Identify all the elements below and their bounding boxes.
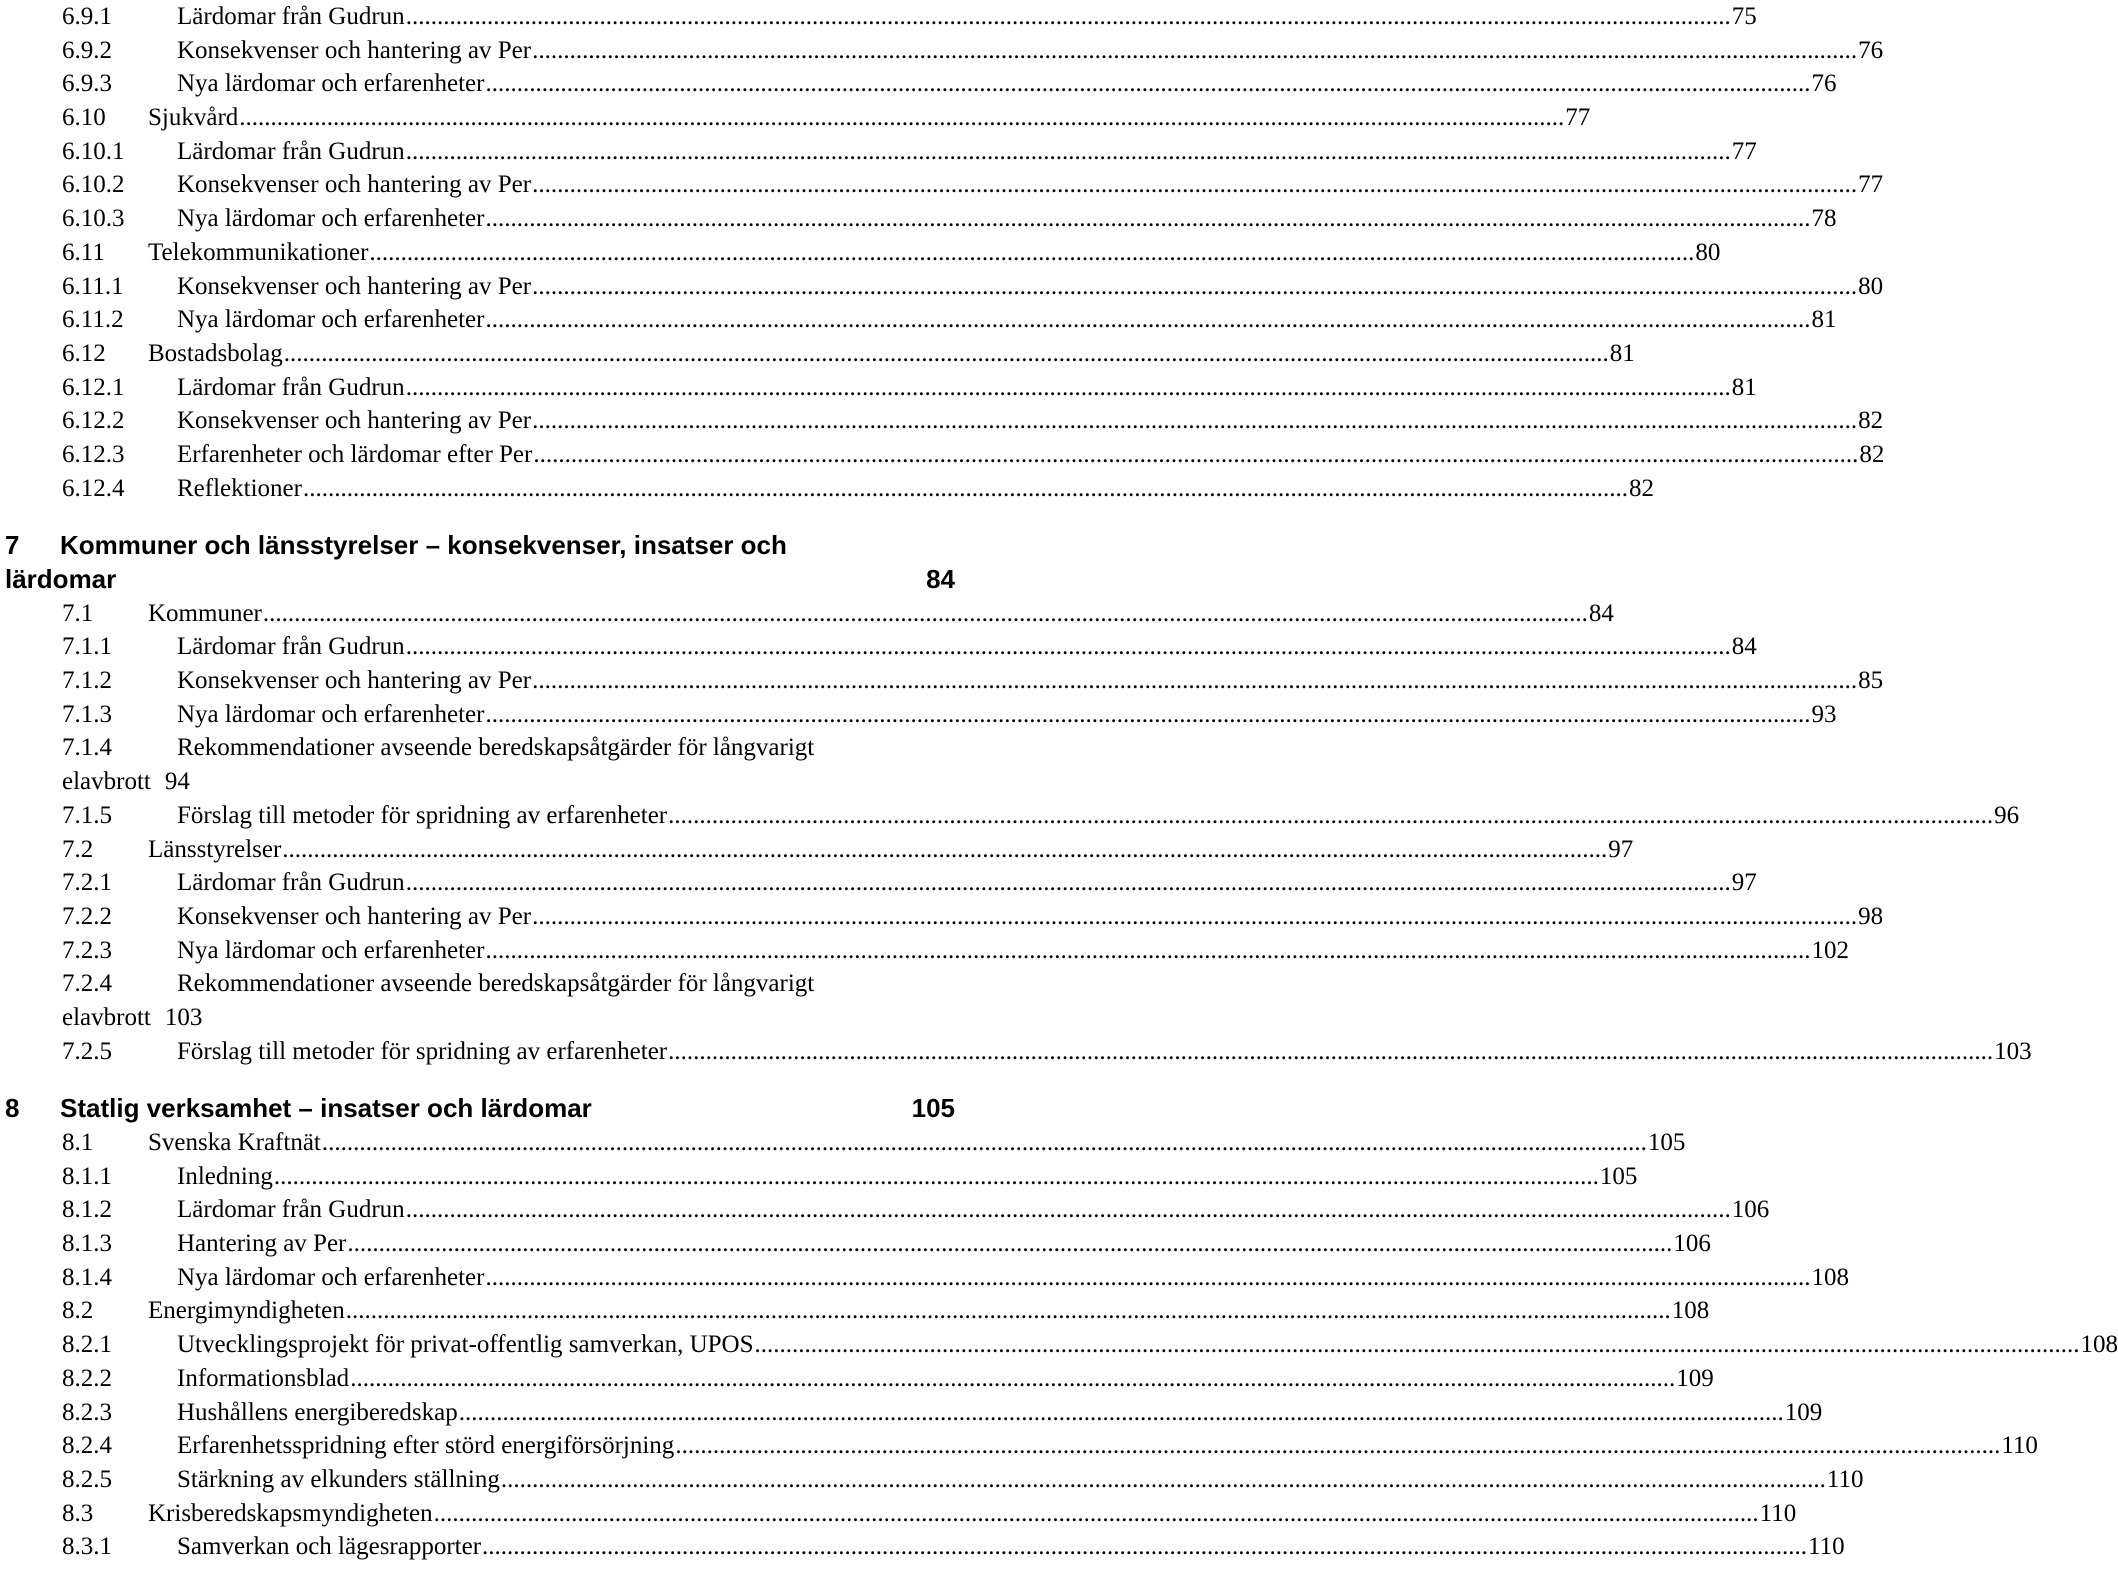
toc-entry[interactable]: [0, 101, 1591, 135]
entry-title: Förslag till metoder för spridning av erfarenheter: [177, 801, 668, 829]
entry-title: Nya lärdomar och erfarenheter: [177, 936, 485, 964]
entry-number: 7.2.5: [62, 1037, 112, 1065]
entry-page-number: 77: [1565, 104, 1591, 132]
entry-number: 8.2: [62, 1297, 94, 1325]
entry-page-number: 109: [1784, 1398, 1823, 1426]
entry-page-number: 102: [1811, 936, 1849, 964]
dot-leader: ....................................................................................................................................................................................................................: [485, 1263, 1811, 1291]
entry-line: [177, 698, 1837, 732]
entry-number: 8.2.3: [62, 1398, 112, 1426]
entry-title: Rekommendationer avseende beredskapsåtgärder för långvarigt: [177, 970, 815, 998]
dot-leader: ....................................................................................................................................................................................................................: [405, 869, 1731, 897]
chapter-number: 7: [5, 530, 20, 561]
dot-leader: ....................................................................................................................................................................................................................: [350, 1364, 1676, 1392]
entry-title: Energimyndigheten: [148, 1297, 345, 1325]
entry-title: Lärdomar från Gudrun: [177, 373, 405, 401]
entry-title: Nya lärdomar och erfarenheter: [177, 700, 485, 728]
entry-title: Konsekvenser och hantering av Per: [177, 272, 532, 300]
entry-page-number: 98: [1858, 902, 1884, 930]
dot-leader: ....................................................................................................................................................................................................................: [500, 1465, 1826, 1493]
entry-number: 6.11: [62, 238, 105, 266]
entry-number: 7.1.2: [62, 667, 112, 695]
entry-number: 7.1: [62, 599, 94, 627]
entry-title: Stärkning av elkunders ställning: [177, 1465, 500, 1493]
toc-entry[interactable]: [0, 1035, 2032, 1069]
dot-leader: ....................................................................................................................................................................................................................: [668, 1037, 1994, 1065]
entry-title: Erfarenheter och lärdomar efter Per: [177, 440, 533, 468]
entry-title: Kommuner: [148, 599, 262, 627]
toc-group-chapter-8: [0, 1126, 2118, 1564]
entry-page-number: 108: [2080, 1331, 2118, 1359]
dot-leader: ....................................................................................................................................................................................................................: [239, 104, 1565, 132]
toc-entry[interactable]: [0, 934, 1849, 968]
dot-leader: ....................................................................................................................................................................................................................: [485, 306, 1811, 334]
entry-page-number: 75: [1731, 3, 1757, 30]
entry-page-number: 81: [1811, 306, 1837, 334]
toc-entry[interactable]: [0, 1530, 1845, 1564]
toc-entry[interactable]: [0, 1463, 1864, 1497]
dot-leader: ....................................................................................................................................................................................................................: [668, 801, 1994, 829]
entry-number: 8.1.3: [62, 1230, 112, 1258]
dot-leader: ....................................................................................................................................................................................................................: [262, 599, 1588, 627]
entry-title: Inledning: [177, 1162, 273, 1190]
entry-line: [177, 1261, 1849, 1295]
entry-line: [177, 1396, 1823, 1430]
entry-page-number: 106: [1731, 1196, 1770, 1224]
chapter-title: Kommuner och länsstyrelser – konsekvenser, insatser och: [60, 530, 787, 561]
toc-entry[interactable]: [0, 67, 1837, 101]
dot-leader: ....................................................................................................................................................................................................................: [405, 373, 1731, 401]
entry-number: 7.2.4: [62, 970, 112, 998]
entry-page-number: 105: [1599, 1162, 1638, 1190]
toc-entry[interactable]: [0, 664, 1884, 698]
toc-entry[interactable]: [0, 303, 1837, 337]
dot-leader: ....................................................................................................................................................................................................................: [282, 835, 1608, 863]
dot-leader: ....................................................................................................................................................................................................................: [675, 1432, 2001, 1460]
entry-title: Lärdomar från Gudrun: [177, 3, 405, 30]
entry-page-number: 84: [1731, 633, 1757, 661]
toc-entry[interactable]: [0, 34, 1884, 68]
toc-entry[interactable]: [0, 698, 1837, 732]
entry-number: 7.1.4: [62, 734, 112, 762]
entry-page-number: 84: [1588, 599, 1614, 627]
entry-line: [177, 371, 1757, 405]
dot-leader: ....................................................................................................................................................................................................................: [532, 171, 1858, 199]
toc-entry[interactable]: [0, 630, 1757, 664]
toc-entry[interactable]: [0, 1126, 1686, 1160]
entry-page-number: 77: [1858, 171, 1884, 199]
entry-line: [177, 67, 1837, 101]
entry-title: Nya lärdomar och erfarenheter: [177, 306, 485, 334]
dot-leader: ....................................................................................................................................................................................................................: [533, 440, 1859, 468]
entry-line: [177, 934, 1849, 968]
dot-leader: ....................................................................................................................................................................................................................: [405, 137, 1731, 165]
dot-leader: ....................................................................................................................................................................................................................: [532, 407, 1858, 435]
entry-number: 6.11.1: [62, 272, 124, 300]
toc-entry[interactable]: [0, 1227, 1711, 1261]
entry-number: 6.9.2: [62, 36, 112, 64]
entry-title: Konsekvenser och hantering av Per: [177, 902, 532, 930]
entry-line: [148, 1294, 1710, 1328]
entry-page-number: 108: [1671, 1297, 1710, 1325]
entry-title: Konsekvenser och hantering av Per: [177, 36, 532, 64]
dot-leader: ....................................................................................................................................................................................................................: [485, 936, 1811, 964]
dot-leader: ....................................................................................................................................................................................................................: [405, 633, 1731, 661]
entry-title: Hantering av Per: [177, 1230, 347, 1258]
entry-number: 8.3: [62, 1499, 94, 1527]
entry-number: 6.12: [62, 339, 106, 367]
entry-page-number: 82: [1628, 474, 1654, 502]
entry-number: 8.1.4: [62, 1263, 112, 1291]
dot-leader: ....................................................................................................................................................................................................................: [273, 1162, 1599, 1190]
toc-entry[interactable]: [0, 472, 1654, 506]
entry-page-number: 110: [1808, 1533, 1845, 1561]
entry-line: [177, 34, 1884, 68]
entry-line: [177, 866, 1757, 900]
entry-number: 6.10: [62, 104, 106, 132]
entry-line: [148, 236, 1721, 270]
entry-number: 8.2.4: [62, 1432, 112, 1460]
entry-number: 6.10.3: [62, 205, 125, 233]
entry-page-number: 93: [1811, 700, 1837, 728]
entry-line: [177, 1193, 1770, 1227]
entry-number: 8.1.1: [62, 1162, 112, 1190]
dot-leader: ....................................................................................................................................................................................................................: [347, 1230, 1673, 1258]
toc-entry[interactable]: [0, 1362, 1714, 1396]
toc-entry[interactable]: [0, 202, 1837, 236]
dot-leader: ....................................................................................................................................................................................................................: [532, 902, 1858, 930]
toc-group-chapter-7: [0, 597, 2032, 1069]
entry-number: 8.2.5: [62, 1465, 112, 1493]
entry-line: [177, 1035, 2032, 1069]
dot-leader: ....................................................................................................................................................................................................................: [369, 238, 1695, 266]
entry-line: [148, 597, 1614, 631]
toc-entry[interactable]: [0, 1261, 1849, 1295]
entry-title: Krisberedskapsmyndigheten: [148, 1499, 433, 1527]
entry-page-number: 94: [164, 768, 190, 796]
entry-title: Nya lärdomar och erfarenheter: [177, 1263, 485, 1291]
entry-number: 8.2.2: [62, 1364, 112, 1392]
toc-entry[interactable]: [0, 833, 1634, 867]
entry-number: 6.12.2: [62, 407, 125, 435]
entry-title-continued: [62, 765, 190, 799]
entry-title: Konsekvenser och hantering av Per: [177, 171, 532, 199]
toc-entry[interactable]: [0, 1160, 1638, 1194]
toc-chapter-heading[interactable]: [0, 1092, 960, 1126]
entry-number: 6.12.3: [62, 440, 125, 468]
entry-page-number: 106: [1673, 1230, 1711, 1258]
toc-entry[interactable]: [0, 0, 1757, 34]
entry-line: [148, 1497, 1797, 1531]
entry-page-number: 110: [1826, 1465, 1864, 1493]
entry-page-number: 103: [164, 1003, 203, 1031]
entry-title: Rekommendationer avseende beredskapsåtgärder för långvarigt: [177, 734, 815, 762]
toc-entry[interactable]: [0, 1294, 1710, 1328]
entry-page-number: 78: [1811, 205, 1837, 233]
dot-leader: ....................................................................................................................................................................................................................: [482, 1533, 1808, 1561]
entry-number: 6.9.3: [62, 70, 112, 98]
dot-leader: ....................................................................................................................................................................................................................: [405, 3, 1731, 30]
toc-entry[interactable]: [0, 371, 1757, 405]
entry-title: Konsekvenser och hantering av Per: [177, 407, 532, 435]
entry-line: [177, 1463, 1864, 1497]
chapter-page-number: 105: [911, 1093, 955, 1124]
entry-title: Konsekvenser och hantering av Per: [177, 667, 532, 695]
dot-leader: ....................................................................................................................................................................................................................: [345, 1297, 1671, 1325]
entry-title: Lärdomar från Gudrun: [177, 633, 405, 661]
entry-number: 7.2.1: [62, 869, 112, 897]
chapter-number: 8: [5, 1093, 20, 1124]
entry-line: [148, 1126, 1686, 1160]
entry-line: [177, 438, 1885, 472]
entry-number: 6.12.1: [62, 373, 125, 401]
entry-line: [177, 630, 1757, 664]
entry-line: [177, 202, 1837, 236]
entry-line: [177, 270, 1884, 304]
dot-leader: ....................................................................................................................................................................................................................: [485, 70, 1811, 98]
entry-number: 8.2.1: [62, 1331, 112, 1359]
entry-title: Nya lärdomar och erfarenheter: [177, 70, 485, 98]
dot-leader: ....................................................................................................................................................................................................................: [532, 36, 1858, 64]
entry-page-number: 110: [2001, 1432, 2038, 1460]
entry-page-number: 76: [1858, 36, 1884, 64]
toc-entry[interactable]: [0, 1193, 1770, 1227]
entry-page-number: 81: [1731, 373, 1757, 401]
entry-line: [177, 472, 1654, 506]
toc-entry[interactable]: [0, 270, 1884, 304]
entry-number: 6.12.4: [62, 474, 125, 502]
entry-number: 8.3.1: [62, 1533, 112, 1561]
toc-entry[interactable]: [0, 900, 1884, 934]
toc-entry[interactable]: [0, 1497, 1797, 1531]
entry-page-number: 80: [1858, 272, 1884, 300]
toc-entry[interactable]: [0, 404, 1884, 438]
entry-line: [177, 1328, 2118, 1362]
entry-number: 7.1.1: [62, 633, 112, 661]
entry-line: [177, 0, 1757, 34]
entry-title: Erfarenhetsspridning efter störd energiförsörjning: [177, 1432, 675, 1460]
entry-title: Samverkan och lägesrapporter: [177, 1533, 482, 1561]
chapter-page-number: 84: [926, 564, 955, 594]
toc-entry[interactable]: [0, 135, 1757, 169]
entry-number: 8.1.2: [62, 1196, 112, 1224]
entry-number: 7.2.2: [62, 902, 112, 930]
entry-title: Informationsblad: [177, 1364, 350, 1392]
entry-page-number: 105: [1647, 1129, 1686, 1157]
toc-group-chapter-6: [0, 0, 1885, 505]
entry-title: Lärdomar från Gudrun: [177, 1196, 405, 1224]
toc-entry[interactable]: [0, 1328, 2118, 1362]
entry-number: 7.2: [62, 835, 94, 863]
toc-entry[interactable]: [0, 337, 1635, 371]
toc-entry[interactable]: [0, 799, 2020, 833]
entry-number: 6.10.2: [62, 171, 125, 199]
toc-chapter-heading[interactable]: [0, 529, 960, 596]
entry-line: [177, 1362, 1714, 1396]
entry-title: Lärdomar från Gudrun: [177, 869, 405, 897]
toc-entry[interactable]: [0, 866, 1757, 900]
chapter-title-continued: lärdomar: [5, 564, 117, 594]
entry-title: Länsstyrelser: [148, 835, 282, 863]
entry-line: [177, 404, 1884, 438]
entry-title: Bostadsbolag: [148, 339, 283, 367]
entry-page-number: 76: [1811, 70, 1837, 98]
entry-line: [148, 833, 1634, 867]
toc-entry[interactable]: [0, 1429, 2038, 1463]
entry-line: [177, 1429, 2038, 1463]
entry-page-number: 77: [1731, 137, 1757, 165]
dot-leader: ....................................................................................................................................................................................................................: [321, 1129, 1647, 1157]
entry-line: [177, 1160, 1638, 1194]
entry-number: 7.2.3: [62, 936, 112, 964]
entry-title: Nya lärdomar och erfarenheter: [177, 205, 485, 233]
entry-line: [177, 1227, 1711, 1261]
entry-title: Utvecklingsprojekt för privat-offentlig samverkan, UPOS: [177, 1331, 754, 1359]
entry-title-tail: elavbrott: [62, 768, 151, 796]
toc-entry[interactable]: [0, 1396, 1823, 1430]
dot-leader: ....................................................................................................................................................................................................................: [302, 474, 1628, 502]
entry-line: [177, 799, 2020, 833]
entry-line: [177, 900, 1884, 934]
entry-title-tail: elavbrott: [62, 1003, 151, 1031]
entry-title: Telekommunikationer: [148, 238, 369, 266]
entry-title: Svenska Kraftnät: [148, 1129, 321, 1157]
entry-page-number: 97: [1731, 869, 1757, 897]
dot-leader: ....................................................................................................................................................................................................................: [458, 1398, 1784, 1426]
entry-page-number: 103: [1994, 1037, 2032, 1065]
entry-title: Sjukvård: [148, 104, 239, 132]
entry-number: 6.10.1: [62, 137, 125, 165]
toc-entry[interactable]: [0, 731, 960, 798]
entry-title: Lärdomar från Gudrun: [177, 137, 405, 165]
dot-leader: ....................................................................................................................................................................................................................: [485, 205, 1811, 233]
dot-leader: ....................................................................................................................................................................................................................: [754, 1331, 2080, 1359]
dot-leader: ....................................................................................................................................................................................................................: [532, 272, 1858, 300]
toc-entry[interactable]: [0, 597, 1614, 631]
entry-page-number: 82: [1859, 440, 1885, 468]
entry-title: Hushållens energiberedskap: [177, 1398, 458, 1426]
entry-page-number: 80: [1695, 238, 1721, 266]
chapter-title: Statlig verksamhet – insatser och lärdomar: [60, 1093, 592, 1124]
entry-page-number: 108: [1811, 1263, 1849, 1291]
dot-leader: ....................................................................................................................................................................................................................: [405, 1196, 1731, 1224]
entry-number: 7.1.3: [62, 700, 112, 728]
dot-leader: ....................................................................................................................................................................................................................: [283, 339, 1609, 367]
dot-leader: ....................................................................................................................................................................................................................: [532, 667, 1858, 695]
entry-title: Reflektioner: [177, 474, 302, 502]
entry-page-number: 110: [1759, 1499, 1797, 1527]
entry-line: [177, 664, 1884, 698]
dot-leader: ....................................................................................................................................................................................................................: [485, 700, 1811, 728]
toc-entry[interactable]: [0, 967, 960, 1034]
entry-number: 6.9.1: [62, 3, 112, 30]
entry-line: [177, 168, 1884, 202]
entry-number: 7.1.5: [62, 801, 112, 829]
entry-number: 6.11.2: [62, 306, 124, 334]
toc-entry[interactable]: [0, 168, 1884, 202]
entry-page-number: 81: [1609, 339, 1635, 367]
entry-line: [177, 1530, 1845, 1564]
entry-number: 8.1: [62, 1129, 94, 1157]
entry-title-continued: [62, 1001, 202, 1035]
entry-line: [177, 303, 1837, 337]
entry-page-number: 109: [1676, 1364, 1714, 1392]
entry-page-number: 97: [1608, 835, 1634, 863]
dot-leader: ....................................................................................................................................................................................................................: [433, 1499, 1759, 1527]
entry-page-number: 96: [1994, 801, 2020, 829]
entry-page-number: 82: [1858, 407, 1884, 435]
entry-line: [148, 101, 1591, 135]
toc-entry[interactable]: [0, 438, 1885, 472]
toc-entry[interactable]: [0, 236, 1721, 270]
entry-page-number: 85: [1858, 667, 1884, 695]
entry-line: [148, 337, 1635, 371]
entry-line: [177, 135, 1757, 169]
entry-title: Förslag till metoder för spridning av erfarenheter: [177, 1037, 668, 1065]
